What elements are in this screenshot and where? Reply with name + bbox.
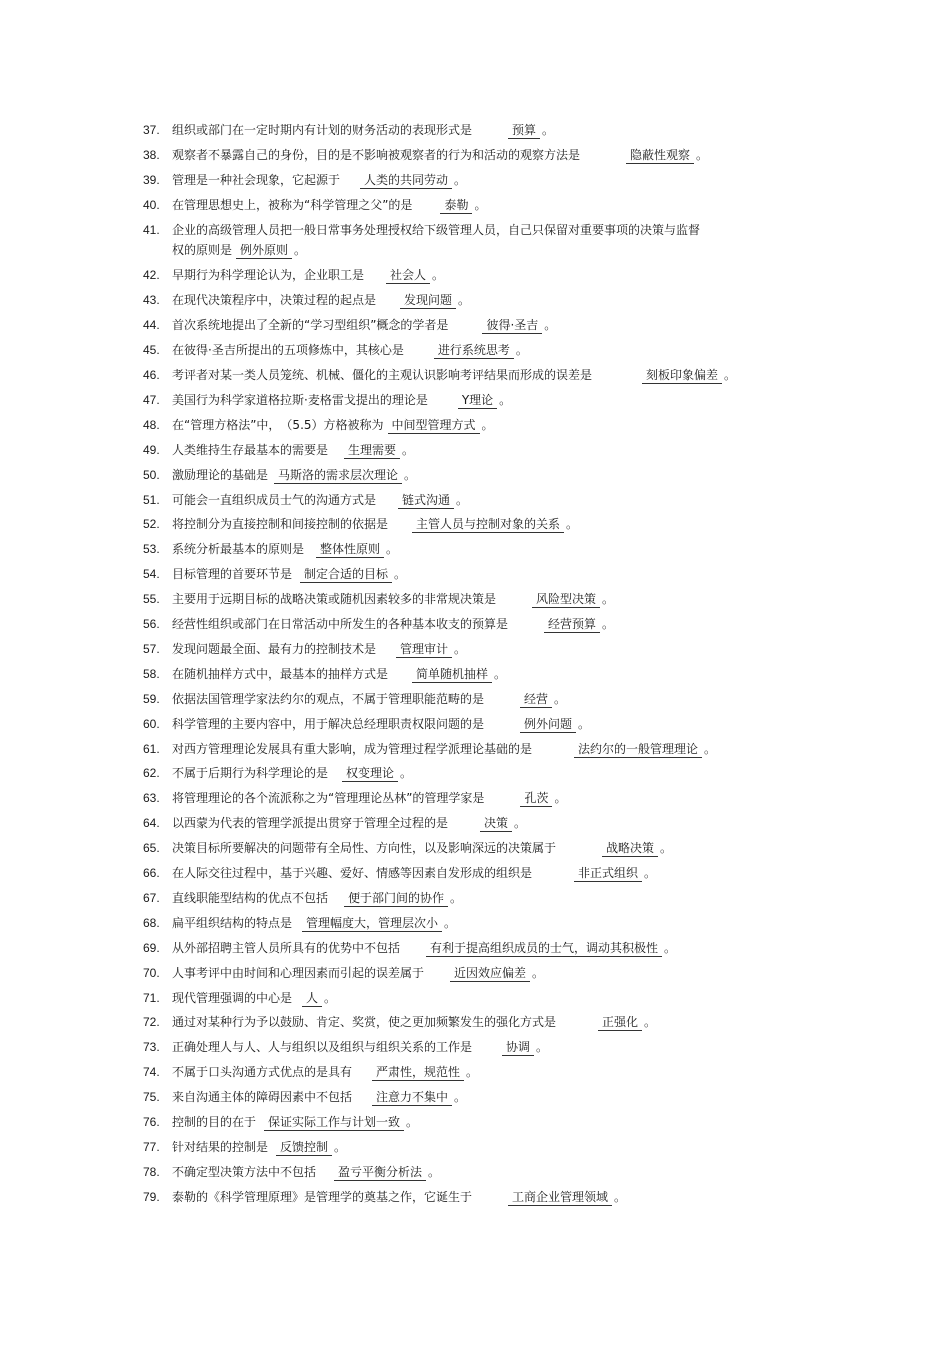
question-number: 79. bbox=[143, 1189, 160, 1204]
question-item bbox=[143, 290, 923, 310]
question-number: 46. bbox=[143, 368, 160, 382]
sentence-end: 。 bbox=[499, 392, 512, 407]
question-number: 41. bbox=[143, 222, 160, 237]
question-item bbox=[143, 490, 923, 510]
question-text: 从外部招聘主管人员所具有的优势中不包括 bbox=[172, 940, 401, 955]
answer-blank: 整体性原则 bbox=[316, 542, 384, 558]
question-text: 正确处理人与人、人与组织以及组织与组织关系的工作是 bbox=[172, 1040, 473, 1055]
question-number: 65. bbox=[143, 841, 160, 856]
question-text: 组织或部门在一定时期内有计划的财务活动的表现形式是 bbox=[172, 123, 473, 137]
sentence-end: 。 bbox=[450, 890, 463, 905]
question-text: 以西蒙为代表的管理学派提出贯穿于管理全过程的是 bbox=[172, 816, 449, 831]
question-number: 67. bbox=[143, 890, 160, 905]
sentence-end: 。 bbox=[696, 147, 709, 162]
answer-blank: 严肃性，规范性 bbox=[372, 1065, 464, 1081]
sentence-end: 。 bbox=[542, 123, 555, 137]
sentence-end: 。 bbox=[660, 841, 673, 856]
answer-blank: 刻板印象偏差 bbox=[642, 368, 722, 384]
question-item bbox=[143, 564, 923, 584]
sentence-end: 。 bbox=[444, 915, 457, 930]
question-number: 58. bbox=[143, 666, 160, 681]
answer-blank: 正强化 bbox=[598, 1015, 642, 1031]
sentence-end: 。 bbox=[406, 1115, 419, 1129]
question-text: 针对结果的控制是 bbox=[172, 1139, 269, 1154]
answer-blank: 链式沟通 bbox=[398, 493, 454, 509]
answer-blank: 法约尔的一般管理理论 bbox=[574, 742, 702, 758]
question-item bbox=[143, 963, 923, 983]
question-text: 依据法国管理学家法约尔的观点，不属于管理职能范畴的是 bbox=[172, 691, 485, 706]
question-text: 对西方管理理论发展具有重大影响，成为管理过程学派理论基础的是 bbox=[172, 741, 533, 756]
question-text: 不确定型决策方法中不包括 bbox=[172, 1164, 317, 1179]
question-text: 人事考评中由时间和心理因素而引起的误差属于 bbox=[172, 965, 425, 980]
question-text: 直线职能型结构的优点不包括 bbox=[172, 890, 329, 905]
question-text: 来自沟通主体的障碍因素中不包括 bbox=[172, 1090, 353, 1105]
question-text: 在彼得·圣吉所提出的五项修炼中，其核心是 bbox=[172, 343, 404, 358]
question-number: 72. bbox=[143, 1015, 160, 1030]
answer-blank: 经营 bbox=[520, 692, 552, 708]
sentence-end: 。 bbox=[454, 172, 467, 187]
question-number: 43. bbox=[143, 293, 160, 308]
question-item bbox=[143, 888, 923, 908]
answer-blank: 简单随机抽样 bbox=[412, 667, 492, 683]
sentence-end: 。 bbox=[404, 467, 417, 482]
answer-blank: 例外问题 bbox=[520, 717, 576, 733]
sentence-end: 。 bbox=[494, 666, 507, 681]
question-item bbox=[143, 988, 923, 1008]
question-text: 管理是一种社会现象，它起源于 bbox=[172, 172, 341, 187]
answer-blank: 注意力不集中 bbox=[372, 1090, 452, 1106]
answer-blank: 协调 bbox=[502, 1040, 534, 1056]
question-text: 早期行为科学理论认为，企业职工是 bbox=[172, 268, 365, 283]
question-text: 考评者对某一类人员笼统、机械、僵化的主观认识影响考评结果而形成的误差是 bbox=[172, 368, 593, 382]
answer-blank: 中间型管理方式 bbox=[388, 418, 480, 434]
question-text: 在“管理方格法”中， （5.5）方格被称为 bbox=[172, 417, 384, 432]
sentence-end: 。 bbox=[602, 592, 615, 607]
sentence-end: 。 bbox=[644, 866, 657, 880]
answer-blank: 孔茨 bbox=[520, 791, 552, 807]
answer-blank: 泰勒 bbox=[440, 198, 472, 214]
question-text: 现代管理强调的中心是 bbox=[172, 990, 293, 1005]
question-number: 54. bbox=[143, 567, 160, 582]
question-number: 50. bbox=[143, 467, 160, 482]
sentence-end: 。 bbox=[432, 268, 445, 283]
question-text: 人类维持生存最基本的需要是 bbox=[172, 442, 329, 457]
question-item bbox=[143, 689, 923, 709]
answer-blank: 盈亏平衡分析法 bbox=[334, 1165, 426, 1181]
answer-blank: 人类的共同劳动 bbox=[360, 173, 452, 189]
answer-blank: 马斯洛的需求层次理论 bbox=[274, 468, 402, 484]
question-number: 38. bbox=[143, 147, 160, 162]
question-number: 69. bbox=[143, 940, 160, 955]
question-item bbox=[143, 390, 923, 410]
answer-blank: 风险型决策 bbox=[532, 592, 600, 608]
answer-blank: Y理论 bbox=[458, 393, 497, 409]
question-text: 系统分析最基本的原则是 bbox=[172, 542, 305, 557]
question-item bbox=[143, 1037, 923, 1057]
question-text: 扁平组织结构的特点是 bbox=[172, 915, 293, 930]
sentence-end: 。 bbox=[454, 641, 467, 656]
sentence-end: 。 bbox=[324, 990, 337, 1005]
question-number: 77. bbox=[143, 1139, 160, 1154]
question-text: 不属于口头沟通方式优点的是具有 bbox=[172, 1065, 353, 1080]
answer-blank: 便于部门间的协作 bbox=[344, 891, 448, 907]
question-item bbox=[143, 938, 923, 958]
question-item bbox=[143, 739, 923, 759]
question-item bbox=[143, 913, 923, 933]
question-text: 通过对某种行为予以鼓励、肯定、奖赏，使之更加频繁发生的强化方式是 bbox=[172, 1015, 557, 1030]
answer-blank: 保证实际工作与计划一致 bbox=[264, 1115, 404, 1131]
question-number: 52. bbox=[143, 517, 160, 532]
question-item bbox=[143, 838, 923, 858]
sentence-end: 。 bbox=[394, 567, 407, 582]
sentence-end: 。 bbox=[614, 1189, 627, 1204]
sentence-end: 。 bbox=[400, 766, 413, 781]
answer-blank: 制定合适的目标 bbox=[300, 567, 392, 583]
sentence-end: 。 bbox=[515, 343, 528, 358]
question-item bbox=[143, 614, 923, 634]
answer-blank: 工商企业管理领域 bbox=[508, 1190, 612, 1206]
question-item bbox=[143, 514, 923, 534]
question-number: 44. bbox=[143, 318, 160, 333]
question-number: 63. bbox=[143, 791, 160, 806]
question-number: 39. bbox=[143, 172, 160, 187]
question-item bbox=[143, 170, 923, 190]
answer-blank: 管理幅度大，管理层次小 bbox=[302, 916, 442, 932]
question-item bbox=[143, 120, 923, 140]
question-number: 73. bbox=[143, 1040, 160, 1055]
answer-blank: 非正式组织 bbox=[574, 866, 642, 882]
sentence-end: 。 bbox=[578, 716, 591, 731]
question-text: 观察者不暴露自己的身份，目的是不影响被观察者的行为和活动的观察方法是 bbox=[172, 147, 581, 162]
question-number: 56. bbox=[143, 617, 160, 631]
answer-blank: 近因效应偏差 bbox=[450, 966, 530, 982]
question-number: 51. bbox=[143, 492, 160, 507]
sentence-end: 。 bbox=[456, 492, 469, 507]
question-item bbox=[143, 340, 923, 360]
sentence-end: 。 bbox=[554, 791, 567, 806]
question-number: 64. bbox=[143, 816, 160, 831]
question-item bbox=[143, 1112, 923, 1132]
question-item bbox=[143, 813, 923, 833]
question-number: 66. bbox=[143, 866, 160, 880]
question-item bbox=[143, 1087, 923, 1107]
question-number: 37. bbox=[143, 123, 160, 137]
question-text: 发现问题最全面、最有力的控制技术是 bbox=[172, 641, 377, 656]
question-item bbox=[143, 465, 923, 485]
question-number: 68. bbox=[143, 915, 160, 930]
sentence-end: 。 bbox=[536, 1040, 549, 1055]
question-text: 主要用于远期目标的战略决策或随机因素较多的非常规决策是 bbox=[172, 592, 497, 607]
answer-blank: 权变理论 bbox=[342, 766, 398, 782]
question-item bbox=[143, 1012, 923, 1032]
question-text: 泰勒的《科学管理原理》是管理学的奠基之作，它诞生于 bbox=[172, 1189, 473, 1204]
sentence-end: 。 bbox=[544, 318, 557, 333]
question-item bbox=[143, 1062, 923, 1082]
answer-blank: 生理需要 bbox=[344, 443, 400, 459]
question-number: 53. bbox=[143, 542, 160, 557]
question-number: 45. bbox=[143, 343, 160, 358]
question-text: 科学管理的主要内容中，用于解决总经理职责权限问题的是 bbox=[172, 716, 485, 731]
question-number: 70. bbox=[143, 965, 160, 980]
sentence-end: 。 bbox=[704, 741, 717, 756]
question-item bbox=[143, 1162, 923, 1182]
question-item bbox=[143, 315, 923, 335]
answer-blank: 预算 bbox=[508, 123, 540, 139]
sentence-end: 。 bbox=[466, 1065, 479, 1080]
question-item bbox=[143, 589, 923, 609]
sentence-end: 。 bbox=[334, 1139, 347, 1154]
question-text-continued bbox=[143, 240, 923, 260]
answer-blank: 有利于提高组织成员的士气，调动其积极性 bbox=[426, 941, 662, 957]
question-number: 78. bbox=[143, 1164, 160, 1179]
question-number: 47. bbox=[143, 392, 160, 407]
question-number: 76. bbox=[143, 1115, 160, 1129]
question-item bbox=[143, 365, 923, 385]
question-number: 48. bbox=[143, 417, 160, 432]
question-item bbox=[143, 220, 923, 260]
sentence-end: 。 bbox=[566, 517, 579, 532]
question-text: 企业的高级管理人员把一般日常事务处理授权给下级管理人员，自己只保留对重要事项的决策与监督 bbox=[172, 222, 701, 237]
sentence-end: 。 bbox=[458, 293, 471, 308]
sentence-end: 。 bbox=[386, 542, 399, 557]
question-number: 57. bbox=[143, 641, 160, 656]
question-text: 美国行为科学家道格拉斯·麦格雷戈提出的理论是 bbox=[172, 392, 428, 407]
answer-blank: 发现问题 bbox=[400, 293, 456, 309]
answer-blank: 进行系统思考 bbox=[434, 343, 514, 359]
question-number: 40. bbox=[143, 197, 160, 212]
question-number: 71. bbox=[143, 990, 160, 1005]
question-text: 在随机抽样方式中，最基本的抽样方式是 bbox=[172, 666, 389, 681]
sentence-end: 。 bbox=[664, 940, 677, 955]
question-text: 在管理思想史上，被称为“科学管理之父”的是 bbox=[172, 197, 413, 212]
question-number: 74. bbox=[143, 1065, 160, 1080]
answer-blank: 彼得·圣吉 bbox=[482, 318, 542, 334]
question-number: 55. bbox=[143, 592, 160, 607]
sentence-end: 。 bbox=[724, 368, 737, 382]
question-text: 控制的目的在于 bbox=[172, 1115, 257, 1129]
question-text: 首次系统地提出了全新的“学习型组织”概念的学者是 bbox=[172, 318, 449, 333]
question-item bbox=[143, 763, 923, 783]
question-item bbox=[143, 714, 923, 734]
answer-blank: 反馈控制 bbox=[276, 1140, 332, 1156]
question-text: 将控制分为直接控制和间接控制的依据是 bbox=[172, 517, 389, 532]
answer-blank: 社会人 bbox=[386, 268, 430, 284]
question-number: 62. bbox=[143, 766, 160, 781]
question-item bbox=[143, 145, 923, 165]
answer-blank: 决策 bbox=[480, 816, 512, 832]
question-item bbox=[143, 440, 923, 460]
sentence-end: 。 bbox=[402, 442, 415, 457]
question-text: 权的原则是 bbox=[172, 242, 233, 257]
question-item bbox=[143, 415, 923, 435]
sentence-end: 。 bbox=[514, 816, 527, 831]
sentence-end: 。 bbox=[481, 417, 494, 432]
sentence-end: 。 bbox=[294, 242, 307, 257]
question-item bbox=[143, 265, 923, 285]
question-text: 在现代决策程序中，决策过程的起点是 bbox=[172, 293, 377, 308]
question-item bbox=[143, 539, 923, 559]
sentence-end: 。 bbox=[554, 691, 567, 706]
answer-blank: 例外原则 bbox=[236, 243, 292, 259]
question-text: 经营性组织或部门在日常活动中所发生的各种基本收支的预算是 bbox=[172, 617, 509, 631]
question-text: 在人际交往过程中，基于兴趣、爱好、情感等因素自发形成的组织是 bbox=[172, 866, 533, 880]
question-text: 不属于后期行为科学理论的是 bbox=[172, 766, 329, 781]
sentence-end: 。 bbox=[644, 1015, 657, 1030]
question-text: 可能会一直组织成员士气的沟通方式是 bbox=[172, 492, 377, 507]
question-text: 目标管理的首要环节是 bbox=[172, 567, 293, 582]
answer-blank: 人 bbox=[302, 991, 322, 1007]
answer-blank: 主管人员与控制对象的关系 bbox=[412, 517, 564, 533]
question-number: 49. bbox=[143, 442, 160, 457]
sentence-end: 。 bbox=[532, 965, 545, 980]
answer-blank: 战略决策 bbox=[602, 841, 658, 857]
question-item bbox=[143, 664, 923, 684]
question-number: 75. bbox=[143, 1090, 160, 1105]
question-item bbox=[143, 1137, 923, 1157]
answer-blank: 隐蔽性观察 bbox=[626, 148, 694, 164]
question-item bbox=[143, 639, 923, 659]
sentence-end: 。 bbox=[454, 1090, 467, 1105]
question-item bbox=[143, 1187, 923, 1207]
question-number: 42. bbox=[143, 268, 160, 283]
sentence-end: 。 bbox=[602, 617, 615, 631]
question-number: 60. bbox=[143, 716, 160, 731]
question-text: 决策目标所要解决的问题带有全局性、方向性，以及影响深远的决策属于 bbox=[172, 841, 557, 856]
question-text: 将管理理论的各个流派称之为“管理理论丛林”的管理学家是 bbox=[172, 791, 485, 806]
sentence-end: 。 bbox=[474, 197, 487, 212]
question-item bbox=[143, 195, 923, 215]
question-item bbox=[143, 863, 923, 883]
answer-blank: 管理审计 bbox=[396, 642, 452, 658]
question-number: 59. bbox=[143, 691, 160, 706]
answer-blank: 经营预算 bbox=[544, 617, 600, 633]
question-item bbox=[143, 788, 923, 808]
question-number: 61. bbox=[143, 741, 160, 756]
sentence-end: 。 bbox=[428, 1164, 441, 1179]
question-text: 激励理论的基础是 bbox=[172, 467, 269, 482]
